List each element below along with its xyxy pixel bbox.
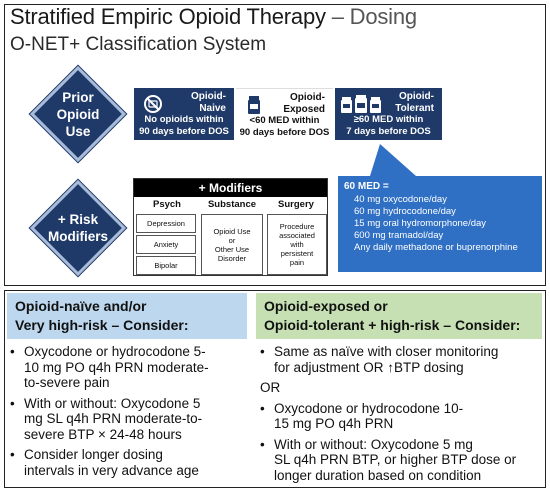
callout-pointer	[368, 144, 428, 178]
naive-high-risk-header: Opioid-naïve and/or Very high-risk – Consider:	[7, 293, 247, 339]
med-title: 60 MED =	[344, 181, 389, 192]
no-opioids-icon	[143, 94, 163, 114]
column-psych: Psych	[153, 199, 181, 210]
med-definition-callout	[338, 144, 546, 274]
naive-recommendations	[10, 344, 250, 483]
modifiers-table-title: + Modifiers	[134, 179, 327, 197]
surgery-cell: Procedure associated with persistent pain	[267, 214, 327, 275]
title-main: Stratified Empiric Opioid Therapy	[10, 4, 326, 29]
psych-bipolar: Bipolar	[136, 256, 196, 275]
exposed-tolerant-header: Opioid-exposed or Opioid-tolerant + high-risk – Consider:	[256, 293, 542, 339]
page-subtitle: O-NET+ Classification System	[10, 34, 267, 55]
page-title	[10, 4, 417, 30]
psych-anxiety: Anxiety	[136, 235, 196, 254]
pill-bottles-icon	[341, 94, 385, 114]
med-item: 600 mg tramadol/day	[354, 230, 444, 241]
modifiers-table	[133, 178, 328, 276]
list-item: • With or without: Oxycodone 5 mg SL q4h PRN moderate-to- severe BTP × 24-48 hours	[10, 396, 250, 443]
list-item: • Same as naïve with closer monitoring for adjustment OR ↑BTP dosing	[260, 344, 544, 375]
prior-opioid-use-diamond: Prior Opioid Use	[30, 66, 126, 162]
med-item: 40 mg oxycodone/day	[354, 194, 447, 205]
risk-modifiers-diamond: + Risk Modifiers	[30, 180, 126, 276]
med-item: 60 mg hydrocodone/day	[354, 206, 456, 217]
substance-cell: Opioid Use or Other Use Disorder	[201, 214, 263, 275]
column-substance: Substance	[207, 199, 257, 210]
med-item: 15 mg oral hydromorphone/day	[354, 218, 487, 229]
list-item: • Oxycodone or hydrocodone 5- 10 mg PO q4h PRN moderate- to-severe pain	[10, 344, 250, 391]
exposed-recommendations	[260, 344, 544, 488]
list-item: • Oxycodone or hydrocodone 10- 15 mg PO q4h PRN	[260, 401, 544, 432]
category-opioid-exposed: Opioid- Exposed <60 MED within 90 days before DOS	[236, 88, 333, 140]
title-dosing: – Dosing	[325, 4, 417, 29]
category-opioid-tolerant: Opioid- Tolerant ≥60 MED within 7 days before DOS	[335, 88, 442, 140]
or-label: OR	[260, 380, 281, 395]
list-item: • Consider longer dosing intervals in very advance age	[10, 447, 250, 478]
pill-bottle-icon	[245, 95, 263, 115]
med-item: Any daily methadone or buprenorphine	[354, 242, 518, 253]
column-surgery: Surgery	[278, 199, 314, 210]
category-opioid-naive: Opioid- Naive No opioids within 90 days before DOS	[134, 88, 234, 140]
list-item: • With or without: Oxycodone 5 mg SL q4h PRN BTP, or higher BTP dose or longer duration based on condition	[260, 437, 544, 484]
psych-depression: Depression	[136, 214, 196, 233]
